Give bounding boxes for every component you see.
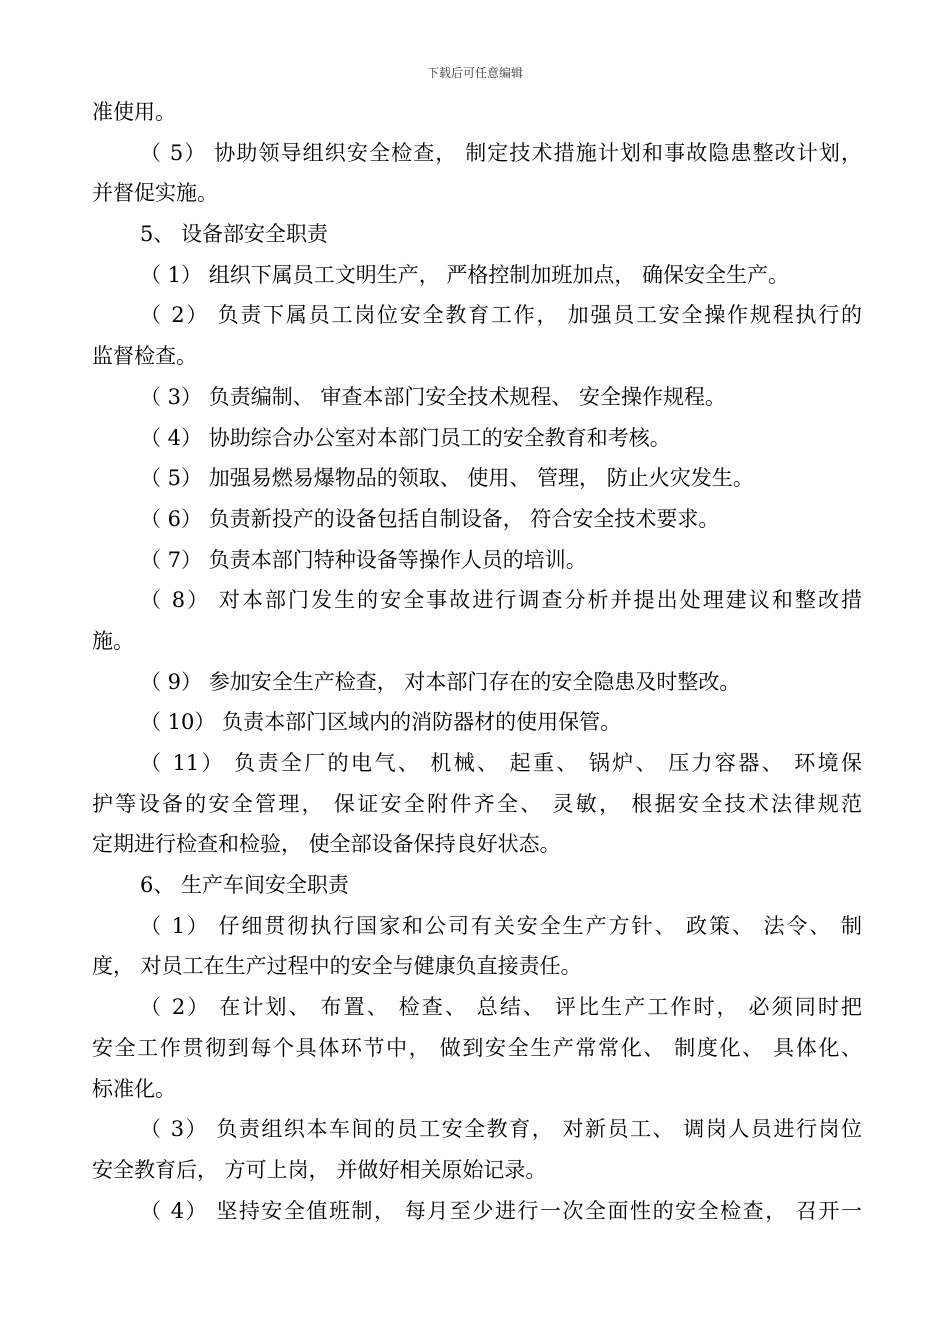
text-line: （ 8） 对本部门发生的安全事故进行调查分析并提出处理建议和整改措	[140, 588, 862, 613]
text-line: （ 6） 负责新投产的设备包括自制设备， 符合安全技术要求。	[140, 506, 720, 531]
text-line: （ 2） 在计划、 布置、 检查、 总结、 评比生产工作时， 必须同时把	[140, 995, 862, 1020]
text-line: （ 1） 仔细贯彻执行国家和公司有关安全生产方针、 政策、 法令、 制	[140, 913, 862, 938]
text-line: （ 3） 负责编制、 审查本部门安全技术规程、 安全操作规程。	[140, 384, 727, 409]
text-line: 5、 设备部安全职责	[140, 222, 329, 247]
text-line: 安全工作贯彻到每个具体环节中， 做到安全生产常常化、 制度化、 具体化、	[92, 1035, 862, 1060]
text-line: 6、 生产车间安全职责	[140, 873, 350, 898]
document-body	[92, 92, 862, 1231]
text-line: （ 3） 负责组织本车间的员工安全教育， 对新员工、 调岗人员进行岗位	[140, 1117, 862, 1142]
text-line: （ 10） 负责本部门区域内的消防器材的使用保管。	[140, 710, 622, 735]
text-line: 并督促实施。	[92, 181, 218, 206]
text-line: （ 7） 负责本部门特种设备等操作人员的培训。	[140, 547, 587, 572]
text-line: 标准化。	[92, 1076, 176, 1101]
text-line: （ 11） 负责全厂的电气、 机械、 起重、 锅炉、 压力容器、 环境保	[140, 751, 862, 775]
text-line: （ 9） 参加安全生产检查， 对本部门存在的安全隐患及时整改。	[140, 669, 741, 694]
text-line: 监督检查。	[92, 344, 197, 369]
page-header: 下载后可任意编辑	[426, 66, 523, 80]
text-line: （ 5） 协助领导组织安全检查， 制定技术措施计划和事故隐患整改计划，	[140, 140, 862, 165]
text-line: 准使用。	[92, 100, 176, 124]
text-line: （ 2） 负责下属员工岗位安全教育工作， 加强员工安全操作规程执行的	[140, 303, 862, 328]
text-line: （ 4） 协助综合办公室对本部门员工的安全教育和考核。	[140, 425, 671, 450]
text-line: （ 1） 组织下属员工文明生产， 严格控制加班加点， 确保安全生产。	[140, 262, 790, 287]
text-line: （ 5） 加强易燃易爆物品的领取、 使用、 管理， 防止火灾发生。	[140, 466, 754, 491]
text-line: 安全教育后， 方可上岗， 并做好相关原始记录。	[92, 1157, 547, 1182]
text-line: 施。	[92, 628, 134, 653]
text-line: 护等设备的安全管理， 保证安全附件齐全、 灵敏， 根据安全技术法律规范	[92, 791, 862, 816]
text-line: （ 4） 坚持安全值班制， 每月至少进行一次全面性的安全检查， 召开一	[140, 1198, 862, 1223]
text-line: 定期进行检查和检验， 使全部设备保持良好状态。	[92, 832, 561, 857]
text-line: 度， 对员工在生产过程中的安全与健康负直接责任。	[92, 954, 582, 979]
